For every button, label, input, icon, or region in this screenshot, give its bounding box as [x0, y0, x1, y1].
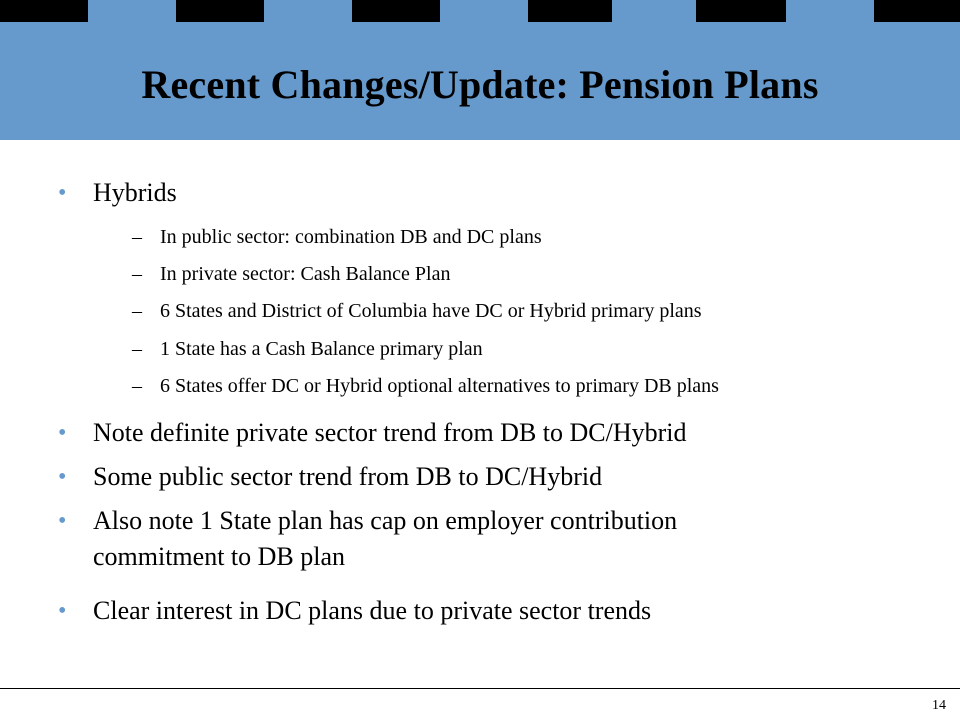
sub-item-text: In public sector: combination DB and DC plans	[160, 226, 542, 248]
sub-item-text: 1 State has a Cash Balance primary plan	[160, 338, 483, 360]
bullet-text: Clear interest in DC plans due to private sector trends	[93, 596, 652, 625]
bullet-marker: •	[58, 464, 67, 490]
bullet-text: Hybrids	[93, 178, 177, 207]
bullet-marker: •	[58, 508, 67, 534]
page-number: 14	[932, 698, 946, 713]
slide-title: Recent Changes/Update: Pension Plans	[141, 62, 819, 107]
bullet-text: Some public sector trend from DB to DC/Hybrid	[93, 462, 603, 491]
bullet-text-line-2: commitment to DB plan	[93, 542, 346, 571]
sub-item-dash: –	[132, 263, 142, 285]
bullet-marker: •	[58, 180, 67, 206]
sub-item-text: 6 States and District of Columbia have DC or Hybrid primary plans	[160, 300, 702, 322]
bullet-text-line-1: Also note 1 State plan has cap on employer contribution	[93, 506, 678, 535]
sub-item-text: In private sector: Cash Balance Plan	[160, 263, 451, 285]
sub-item-dash: –	[132, 226, 142, 248]
sub-item-dash: –	[132, 375, 142, 397]
bullet-marker: •	[58, 420, 67, 446]
sub-item-dash: –	[132, 300, 142, 322]
bullet-marker: •	[58, 598, 67, 624]
bullet-text: Note definite private sector trend from DB to DC/Hybrid	[93, 418, 687, 447]
footer-divider	[0, 688, 960, 689]
sub-item-text: 6 States offer DC or Hybrid optional alternatives to primary DB plans	[160, 375, 719, 397]
sub-item-dash: –	[132, 338, 142, 360]
